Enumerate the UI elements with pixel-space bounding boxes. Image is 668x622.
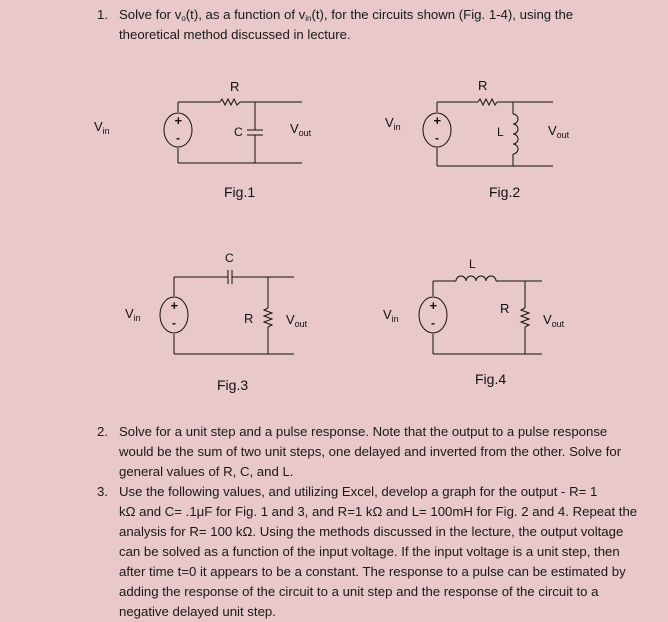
question-3-number: 3. [97, 484, 108, 499]
question-3-line: adding the response of the circuit to a unit step and the response of the circuit to a [119, 584, 599, 599]
fig2-caption: Fig.2 [489, 184, 521, 200]
fig4-vout-label: $V_{out}$ [543, 312, 565, 329]
question-2-line: Solve for a unit step and a pulse response. Note that the output to a pulse response [119, 424, 608, 439]
fig3-c-label: C [225, 251, 234, 265]
q1-text-c: (t), for the circuits shown (Fig. 1-4), using the [311, 7, 574, 22]
question-2-line: general values of R, C, and L. [119, 464, 294, 479]
fig4-r-label: R [500, 301, 510, 316]
fig1-plus-sign: + [174, 113, 183, 128]
fig4-circuit [419, 276, 542, 354]
fig2-inductor [513, 114, 518, 154]
fig1-minus-sign: - [176, 131, 180, 145]
fig4-minus-sign: - [431, 316, 435, 330]
q1-sub-o: o [181, 14, 186, 23]
question-2-number: 2. [97, 424, 108, 439]
fig1-caption: Fig.1 [224, 184, 256, 200]
fig1-circuit [164, 99, 302, 163]
fig2-minus-sign: - [435, 131, 439, 145]
fig4-vin-label: $V_{in}$ [383, 307, 399, 324]
fig1-vout-label: $V_{out}$ [290, 121, 312, 138]
question-3-line: kΩ and C= .1μF for Fig. 1 and 3, and R=1 kΩ and L= 100mH for Fig. 2 and 4. Repeat the [119, 504, 638, 519]
fig3-vout-label: $V_{out}$ [286, 312, 308, 329]
fig3-caption: Fig.3 [217, 377, 249, 393]
fig2-vout-label: $V_{out}$ [548, 123, 570, 140]
fig4-resistor [521, 308, 529, 327]
question-3-line: after time t=0 it appears to be a constant. The response to a pulse can be estimated by [119, 564, 626, 579]
question-2 [97, 422, 657, 482]
fig1-vin-label: $V_{in}$ [94, 119, 110, 136]
q1-text-a: Solve for v [119, 7, 182, 22]
fig4-caption: Fig.4 [475, 371, 507, 387]
question-3-line: Use the following values, and utilizing Excel, develop a graph for the output - R= 1 [119, 484, 598, 499]
fig4-l-label: L [469, 257, 476, 271]
question-1-line-2: theoretical method discussed in lecture. [119, 27, 351, 42]
fig2-circuit [423, 99, 553, 166]
question-3-line: can be solved as a function of the input voltage. If the input voltage is a unit step, then [119, 544, 620, 559]
fig3-circuit [160, 270, 294, 354]
fig4-plus-sign: + [429, 298, 438, 313]
question-1-number: 1. [97, 7, 108, 22]
fig2-r-label: R [478, 78, 488, 93]
fig1-r-label: R [230, 79, 240, 94]
fig1-resistor [220, 99, 240, 105]
fig3-plus-sign: + [170, 298, 179, 313]
fig3-r-label: R [244, 311, 254, 326]
question-3 [97, 482, 657, 622]
fig2-l-label: L [497, 125, 504, 139]
q1-sub-in: in [305, 14, 312, 23]
fig3-minus-sign: - [172, 316, 176, 330]
fig4-inductor [456, 276, 496, 281]
q1-text-b: (t), as a function of v [185, 7, 306, 22]
fig3-vin-label: $V_{in}$ [125, 306, 141, 323]
fig1-c-label: C [234, 125, 243, 139]
fig2-vin-label: $V_{in}$ [385, 115, 401, 132]
question-2-line: would be the sum of two unit steps, one delayed and inverted from the other. Solve for [119, 444, 622, 459]
fig2-resistor [478, 99, 497, 105]
question-3-line: negative delayed unit step. [119, 604, 276, 619]
question-3-line: analysis for R= 100 kΩ. Using the methods discussed in the lecture, the output voltage [119, 524, 624, 539]
fig3-resistor [264, 308, 272, 327]
fig2-plus-sign: + [433, 113, 442, 128]
